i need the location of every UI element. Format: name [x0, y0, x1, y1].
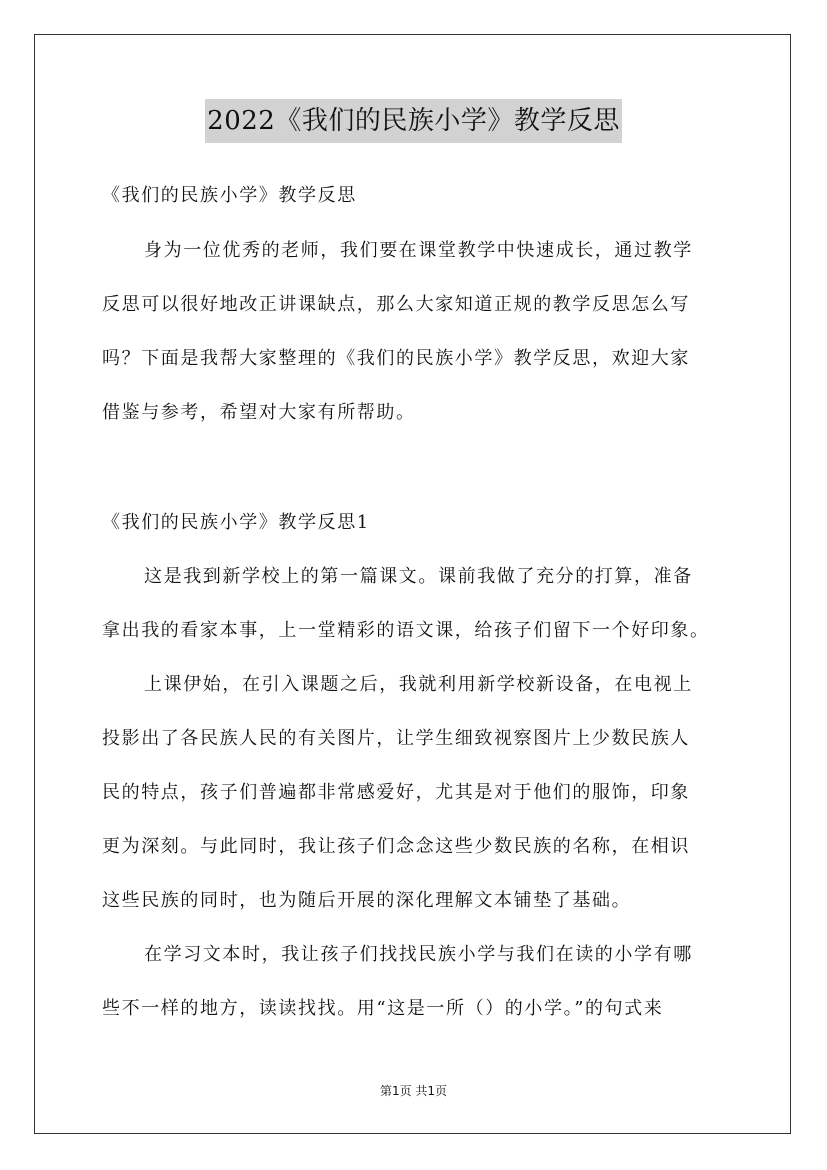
text-line: 投影出了各民族人民的有关图片，让学生细致视察图片上少数民族人: [102, 728, 690, 749]
text-line: 更为深刻。与此同时，我让孩子们念念这些少数民族的名称，在相识: [102, 836, 690, 857]
title-container: [0, 99, 827, 143]
text-line: 这是我到新学校上的第一篇课文。课前我做了充分的打算，准备: [144, 566, 693, 587]
text-line: 上课伊始，在引入课题之后，我就利用新学校新设备，在电视上: [144, 674, 693, 695]
text-line: 在学习文本时，我让孩子们找找民族小学与我们在读的小学有哪: [144, 944, 693, 965]
page-footer: 第1页 共1页: [379, 1084, 448, 1098]
text-line: 拿出我的看家本事，上一堂精彩的语文课，给孩子们留下一个好印象。: [102, 620, 710, 641]
text-line: 这些民族的同时，也为随后开展的深化理解文本铺垫了基础。: [102, 890, 632, 911]
intro-heading: 《我们的民族小学》教学反思: [102, 185, 357, 206]
text-line: 反思可以很好地改正讲课缺点，那么大家知道正规的教学反思怎么写: [102, 294, 690, 315]
text-line: 民的特点，孩子们普遍都非常感爱好，尤其是对于他们的服饰，印象: [102, 782, 690, 803]
text-line: 些不一样的地方，读读找找。用“这是一所（）的小学。”的句式来: [102, 998, 664, 1019]
text-line: 身为一位优秀的老师，我们要在课堂教学中快速成长，通过教学: [144, 240, 693, 261]
text-line: 借鉴与参考，希望对大家有所帮助。: [102, 402, 416, 423]
text-line: 吗？下面是我帮大家整理的《我们的民族小学》教学反思，欢迎大家: [102, 348, 690, 369]
document-title: 2022《我们的民族小学》教学反思: [205, 99, 622, 143]
section-heading: 《我们的民族小学》教学反思1: [102, 512, 370, 533]
